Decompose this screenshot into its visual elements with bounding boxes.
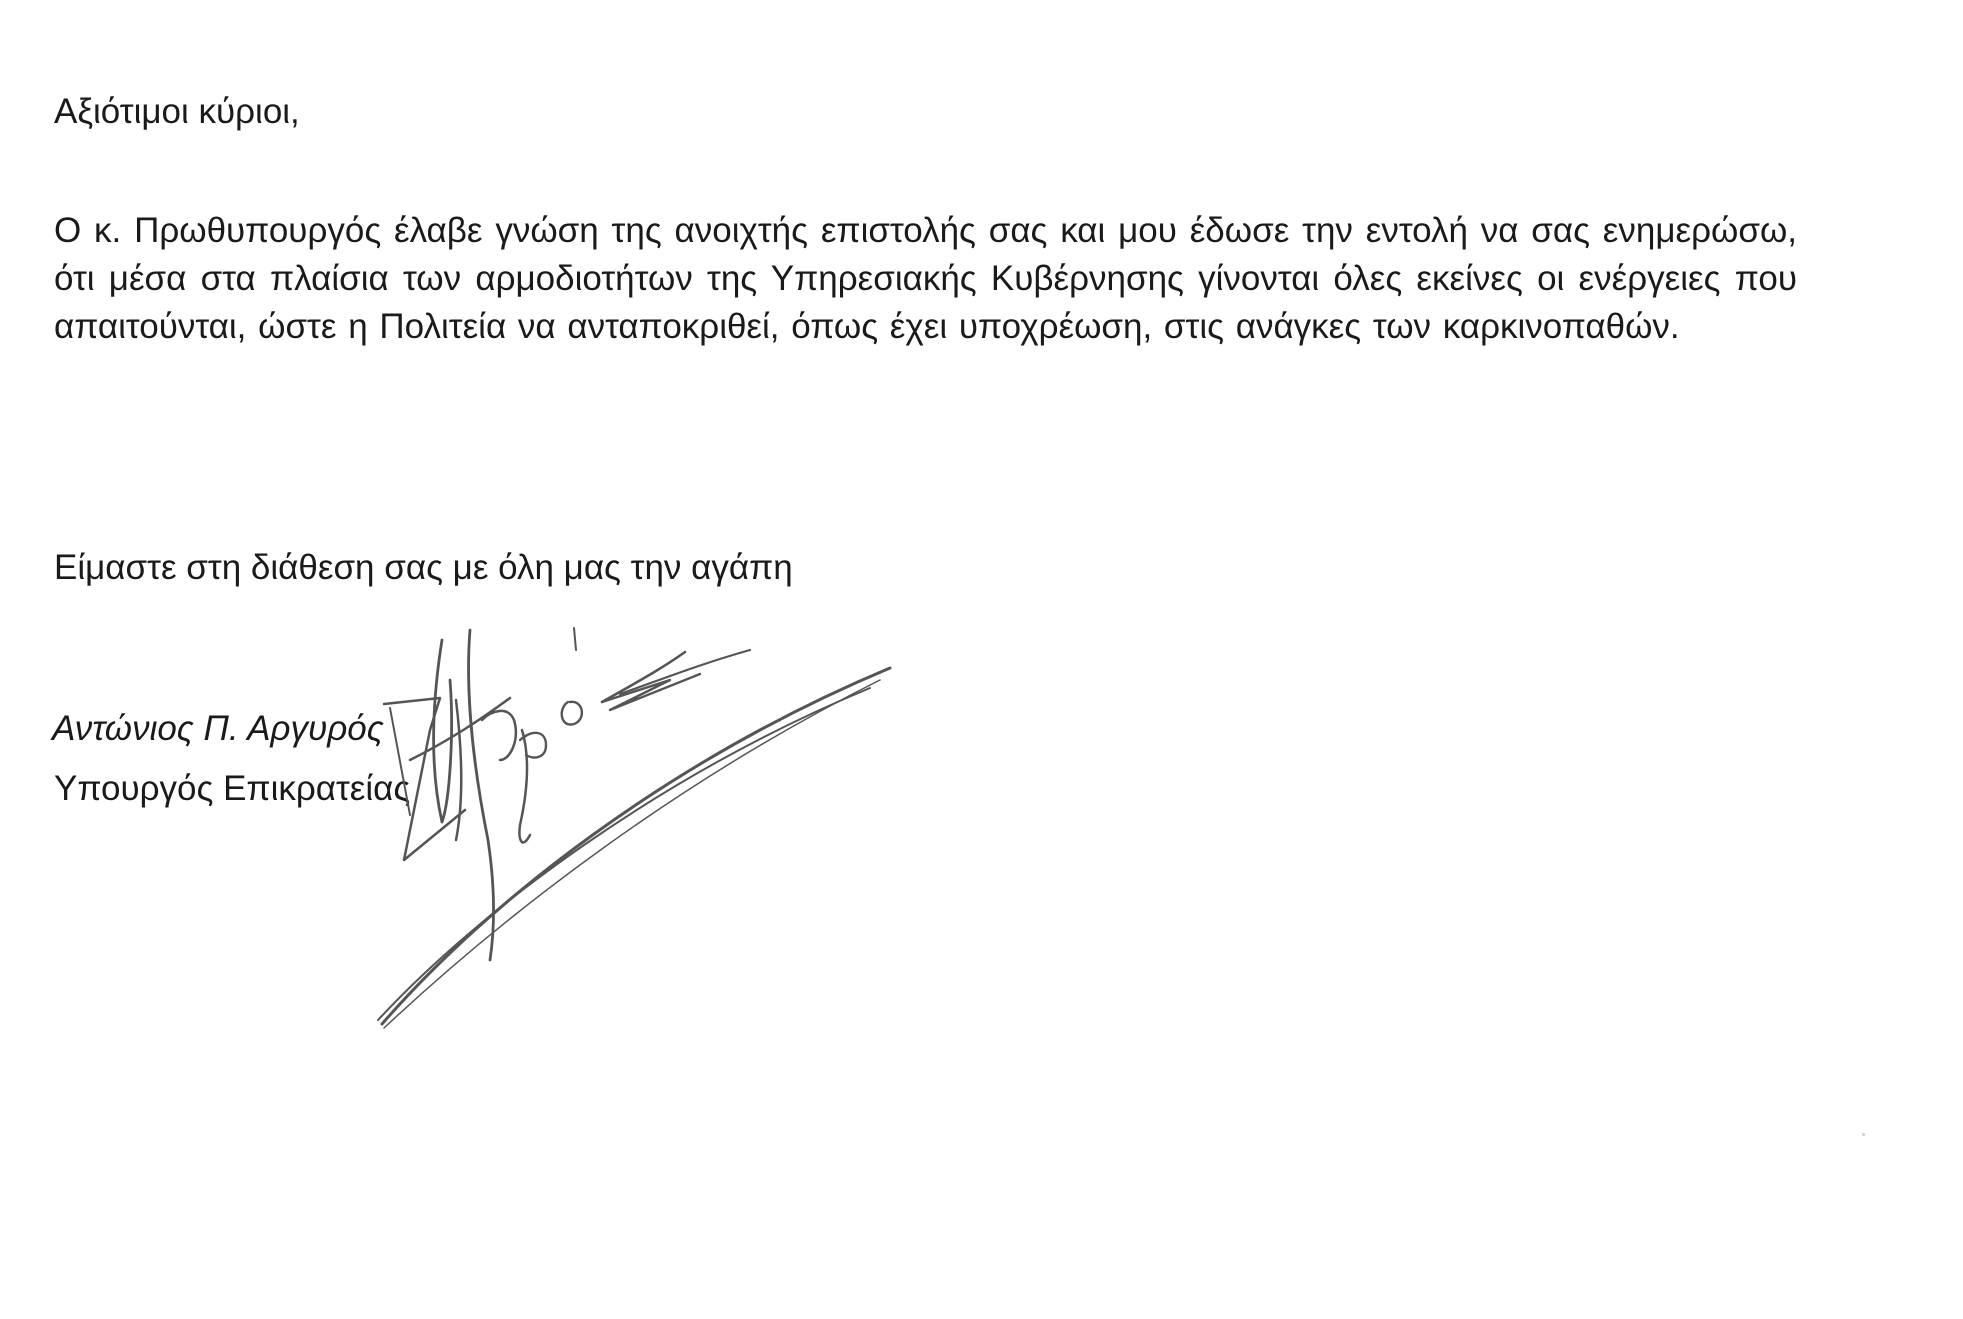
handwritten-signature — [370, 610, 910, 1040]
scan-speck — [1862, 1133, 1865, 1136]
signatory-name: Αντώνιος Π. Αργυρός — [52, 709, 384, 748]
signatory-title: Υπουργός Επικρατείας — [54, 769, 411, 808]
salutation: Αξιότιμοι κύριοι, — [54, 92, 300, 131]
letter-body: Ο κ. Πρωθυπουργός έλαβε γνώση της ανοιχτής επιστολής σας και μου έδωσε την εντολή να σας ενημερώσω, ότι μέσα στα πλαίσια των αρμοδιοτήτων της Υπηρεσιακής Κυβέρνησης γίνονται όλες εκείνες οι ενέργειες που απαιτούνται, ώστε η Πολιτεία να ανταποκριθεί, όπως έχει υποχρέωση, στις ανάγκες των καρκινοπαθών. — [54, 211, 1797, 346]
closing-line: Είμαστε στη διάθεση σας με όλη μας την αγάπη — [54, 548, 793, 587]
